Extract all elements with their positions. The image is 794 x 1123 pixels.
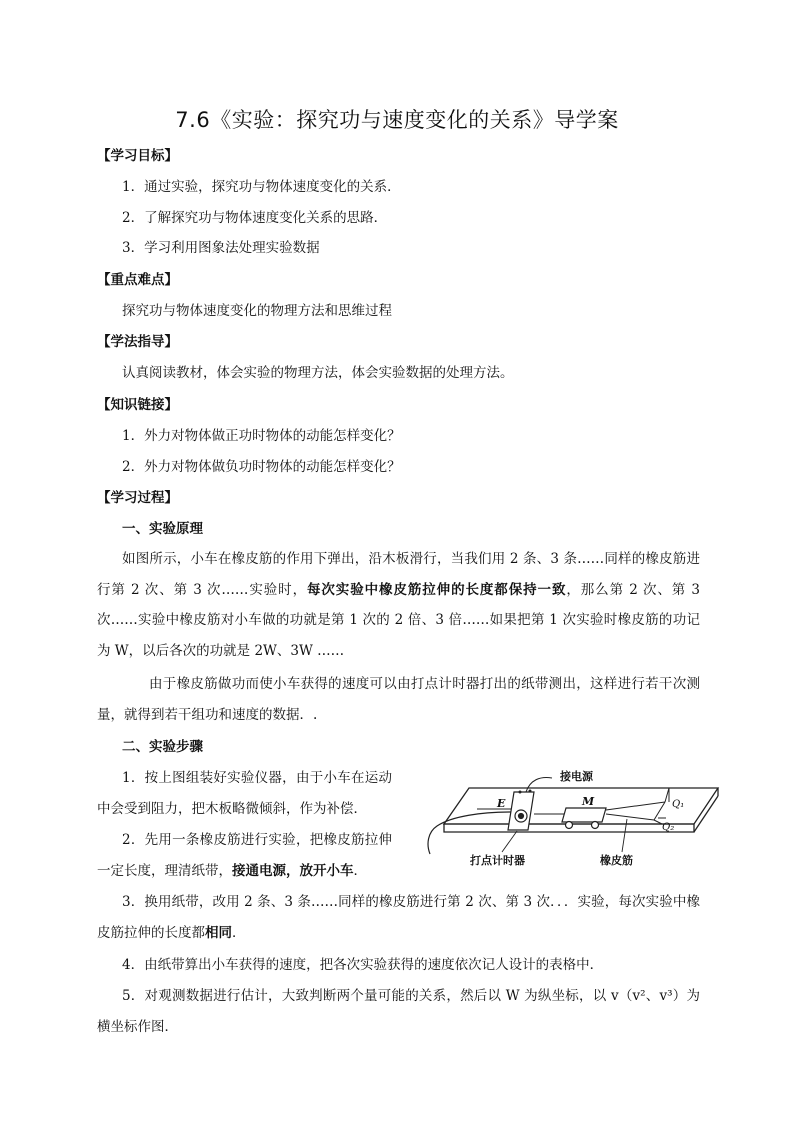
cart [562, 808, 606, 829]
goal-item: 1．通过实验，探究功与物体速度变化的关系． [122, 179, 401, 195]
goal-item: 2．了解探究功与物体速度变化关系的思路． [122, 210, 388, 226]
rubber-band [606, 788, 669, 824]
principle-paragraph-1: 如图所示，小车在橡皮筋的作用下弹出，沿木板滑行，当我们用 2 条、3 条……同样的橡皮筋进行第 2 次、第 3 次……实验时，每次实验中橡皮筋拉伸的长度都保持一致，那么第 2 次、第 3 次……实验中橡皮筋对小车做的功就是第 1 次的 2 倍、3 倍……如果把第 1 次实验时橡皮筋的功记为 W，以后各次的功就是 2W、3W …… [97, 551, 701, 659]
goal-item: 3．学习利用图象法处理实验数据 [122, 240, 320, 256]
step-2: 2．先用一条橡皮筋进行实验，把橡皮筋拉伸一定长度，理清纸带，接通电源，放开小车． [97, 832, 392, 879]
page-title: 7.6《实验：探究功与速度变化的关系》导学案 [175, 108, 619, 132]
label-rubber: 橡皮筋 [600, 854, 633, 867]
link-item: 1．外力对物体做正功时物体的动能怎样变化？ [122, 428, 401, 444]
label-timer: 打点计时器 [470, 854, 525, 867]
label-Q2: Q₂ [662, 822, 675, 833]
subsection-title-principle: 一、实验原理 [122, 521, 203, 537]
paper-tape [428, 812, 512, 854]
section-header-process: 【学习过程】 [97, 490, 178, 506]
keypoints-text: 探究功与物体速度变化的物理方法和思维过程 [122, 303, 392, 319]
apparatus-figure [422, 764, 720, 872]
label-Q1: Q₁ [672, 799, 685, 810]
step-3: 3．换用纸带，改用 2 条、3 条……同样的橡皮筋进行第 2 次、第 3 次．．．实验，每次实验中橡皮筋拉伸的长度都相同． [97, 894, 700, 941]
principle-paragraph-2: 由于橡皮筋做功而使小车获得的速度可以由打点计时器打出的纸带测出，这样进行若干次测量，就得到若干组功和速度的数据．. [97, 676, 700, 723]
step-5: 5．对观测数据进行估计，大致判断两个量可能的关系，然后以 W 为纵坐标，以 v（v²、v³）为横坐标作图． [97, 988, 700, 1035]
section-header-goals: 【学习目标】 [97, 148, 178, 164]
section-header-keypoints: 【重点难点】 [97, 272, 178, 288]
label-M: M [582, 795, 595, 808]
link-item: 2．外力对物体做负功时物体的动能怎样变化？ [122, 459, 401, 475]
guide-text: 认真阅读教材，体会实验的物理方法，体会实验数据的处理方法。 [122, 365, 514, 381]
section-header-links: 【知识链接】 [97, 397, 178, 413]
subsection-title-steps: 二、实验步骤 [122, 739, 203, 755]
step-4: 4．由纸带算出小车获得的速度，把各次实验获得的速度依次记人设计的表格中． [122, 957, 604, 973]
label-E: E [497, 797, 506, 810]
label-power: 接电源 [560, 770, 593, 783]
step-1: 1．按上图组装好实验仪器，由于小车在运动中会受到阻力，把木板略微倾斜，作为补偿． [97, 770, 392, 817]
section-header-guide: 【学法指导】 [97, 334, 178, 350]
